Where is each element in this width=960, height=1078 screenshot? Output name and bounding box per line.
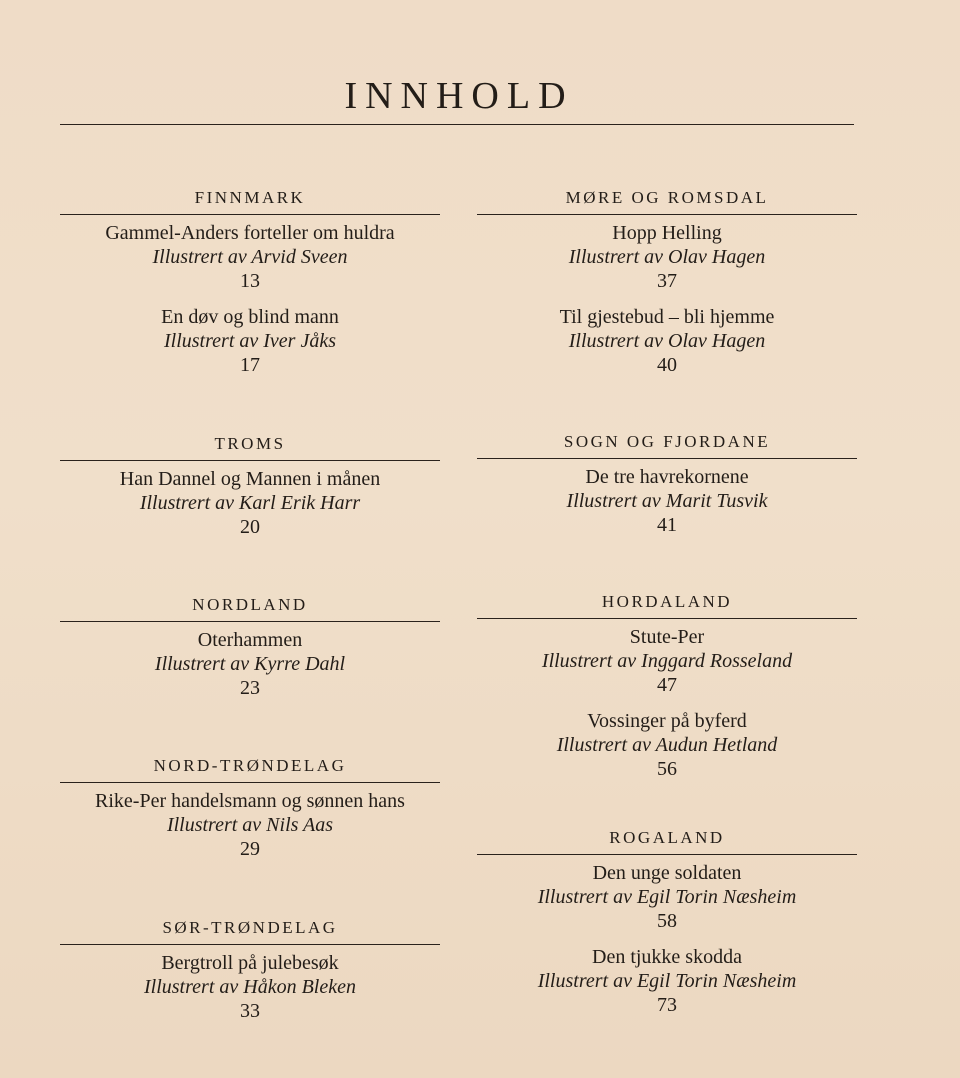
section-finnmark [60, 188, 440, 377]
toc-entry [60, 221, 440, 293]
page-number: 23 [240, 677, 260, 699]
toc-entry [60, 628, 440, 700]
section-troms [60, 434, 440, 539]
illustrator-credit: Illustrert av Nils Aas [166, 814, 334, 836]
page-number: 13 [240, 270, 260, 292]
toc-entry [477, 861, 857, 933]
page-number: 58 [657, 910, 677, 932]
illustrator-credit: Illustrert av Karl Erik Harr [139, 492, 361, 514]
section-nordland [60, 595, 440, 700]
story-title: Til gjestebud – bli hjemme [559, 306, 775, 328]
story-title: Bergtroll på julebesøk [161, 952, 339, 974]
story-title: En døv og blind mann [161, 306, 339, 328]
section-nord-trondelag [60, 756, 440, 861]
page-number: 73 [657, 994, 677, 1016]
story-title: Gammel-Anders forteller om huldra [105, 222, 395, 244]
illustrator-credit: Illustrert av Kyrre Dahl [154, 653, 346, 675]
story-title: De tre havrekornene [585, 466, 749, 488]
section-more-og-romsdal [477, 188, 857, 377]
illustrator-credit: Illustrert av Egil Torin Næsheim [537, 886, 797, 908]
page-title: INNHOLD [344, 75, 574, 117]
illustrator-credit: Illustrert av Egil Torin Næsheim [537, 970, 797, 992]
page-number: 47 [657, 674, 677, 696]
illustrator-credit: Illustrert av Arvid Sveen [152, 246, 348, 268]
toc-entry [60, 951, 440, 1023]
page-number: 33 [240, 1000, 260, 1022]
illustrator-credit: Illustrert av Marit Tusvik [566, 490, 768, 512]
section-heading: HORDALAND [477, 592, 857, 619]
page-number: 41 [657, 514, 677, 536]
illustrator-credit: Illustrert av Olav Hagen [568, 330, 766, 352]
illustrator-credit: Illustrert av Håkon Bleken [144, 976, 356, 998]
toc-entry [477, 625, 857, 697]
toc-entry [477, 305, 857, 377]
illustrator-credit: Illustrert av Olav Hagen [568, 246, 766, 268]
page-number: 56 [657, 758, 677, 780]
illustrator-credit: Illustrert av Inggard Rosseland [541, 650, 793, 672]
section-heading: SØR-TRØNDELAG [60, 918, 440, 945]
story-title: Han Dannel og Mannen i månen [119, 468, 381, 490]
toc-entry [477, 221, 857, 293]
page-number: 20 [240, 516, 260, 538]
story-title: Den tjukke skodda [592, 946, 742, 968]
illustrator-credit: Illustrert av Audun Hetland [556, 734, 778, 756]
page-number: 29 [240, 838, 260, 860]
story-title: Rike-Per handelsmann og sønnen hans [95, 790, 405, 812]
page-number: 17 [240, 354, 260, 376]
section-heading: NORD-TRØNDELAG [60, 756, 440, 783]
story-title: Stute-Per [629, 626, 705, 648]
page-number: 37 [657, 270, 677, 292]
toc-entry [60, 467, 440, 539]
section-heading: TROMS [60, 434, 440, 461]
page-number: 40 [657, 354, 677, 376]
section-sogn-og-fjordane [477, 432, 857, 537]
section-sor-trondelag [60, 918, 440, 1023]
section-heading: ROGALAND [477, 828, 857, 855]
title-divider [60, 124, 854, 125]
story-title: Den unge soldaten [592, 862, 742, 884]
story-title: Hopp Helling [612, 222, 722, 244]
story-title: Vossinger på byferd [587, 710, 747, 732]
toc-entry [477, 945, 857, 1017]
section-heading: FINNMARK [60, 188, 440, 215]
toc-entry [60, 305, 440, 377]
section-hordaland [477, 592, 857, 781]
section-heading: SOGN OG FJORDANE [477, 432, 857, 459]
toc-entry [477, 465, 857, 537]
section-heading: MØRE OG ROMSDAL [477, 188, 857, 215]
illustrator-credit: Illustrert av Iver Jåks [164, 330, 336, 352]
section-rogaland [477, 828, 857, 1017]
section-heading: NORDLAND [60, 595, 440, 622]
toc-entry [60, 789, 440, 861]
story-title: Oterhammen [197, 629, 303, 651]
toc-entry [477, 709, 857, 781]
